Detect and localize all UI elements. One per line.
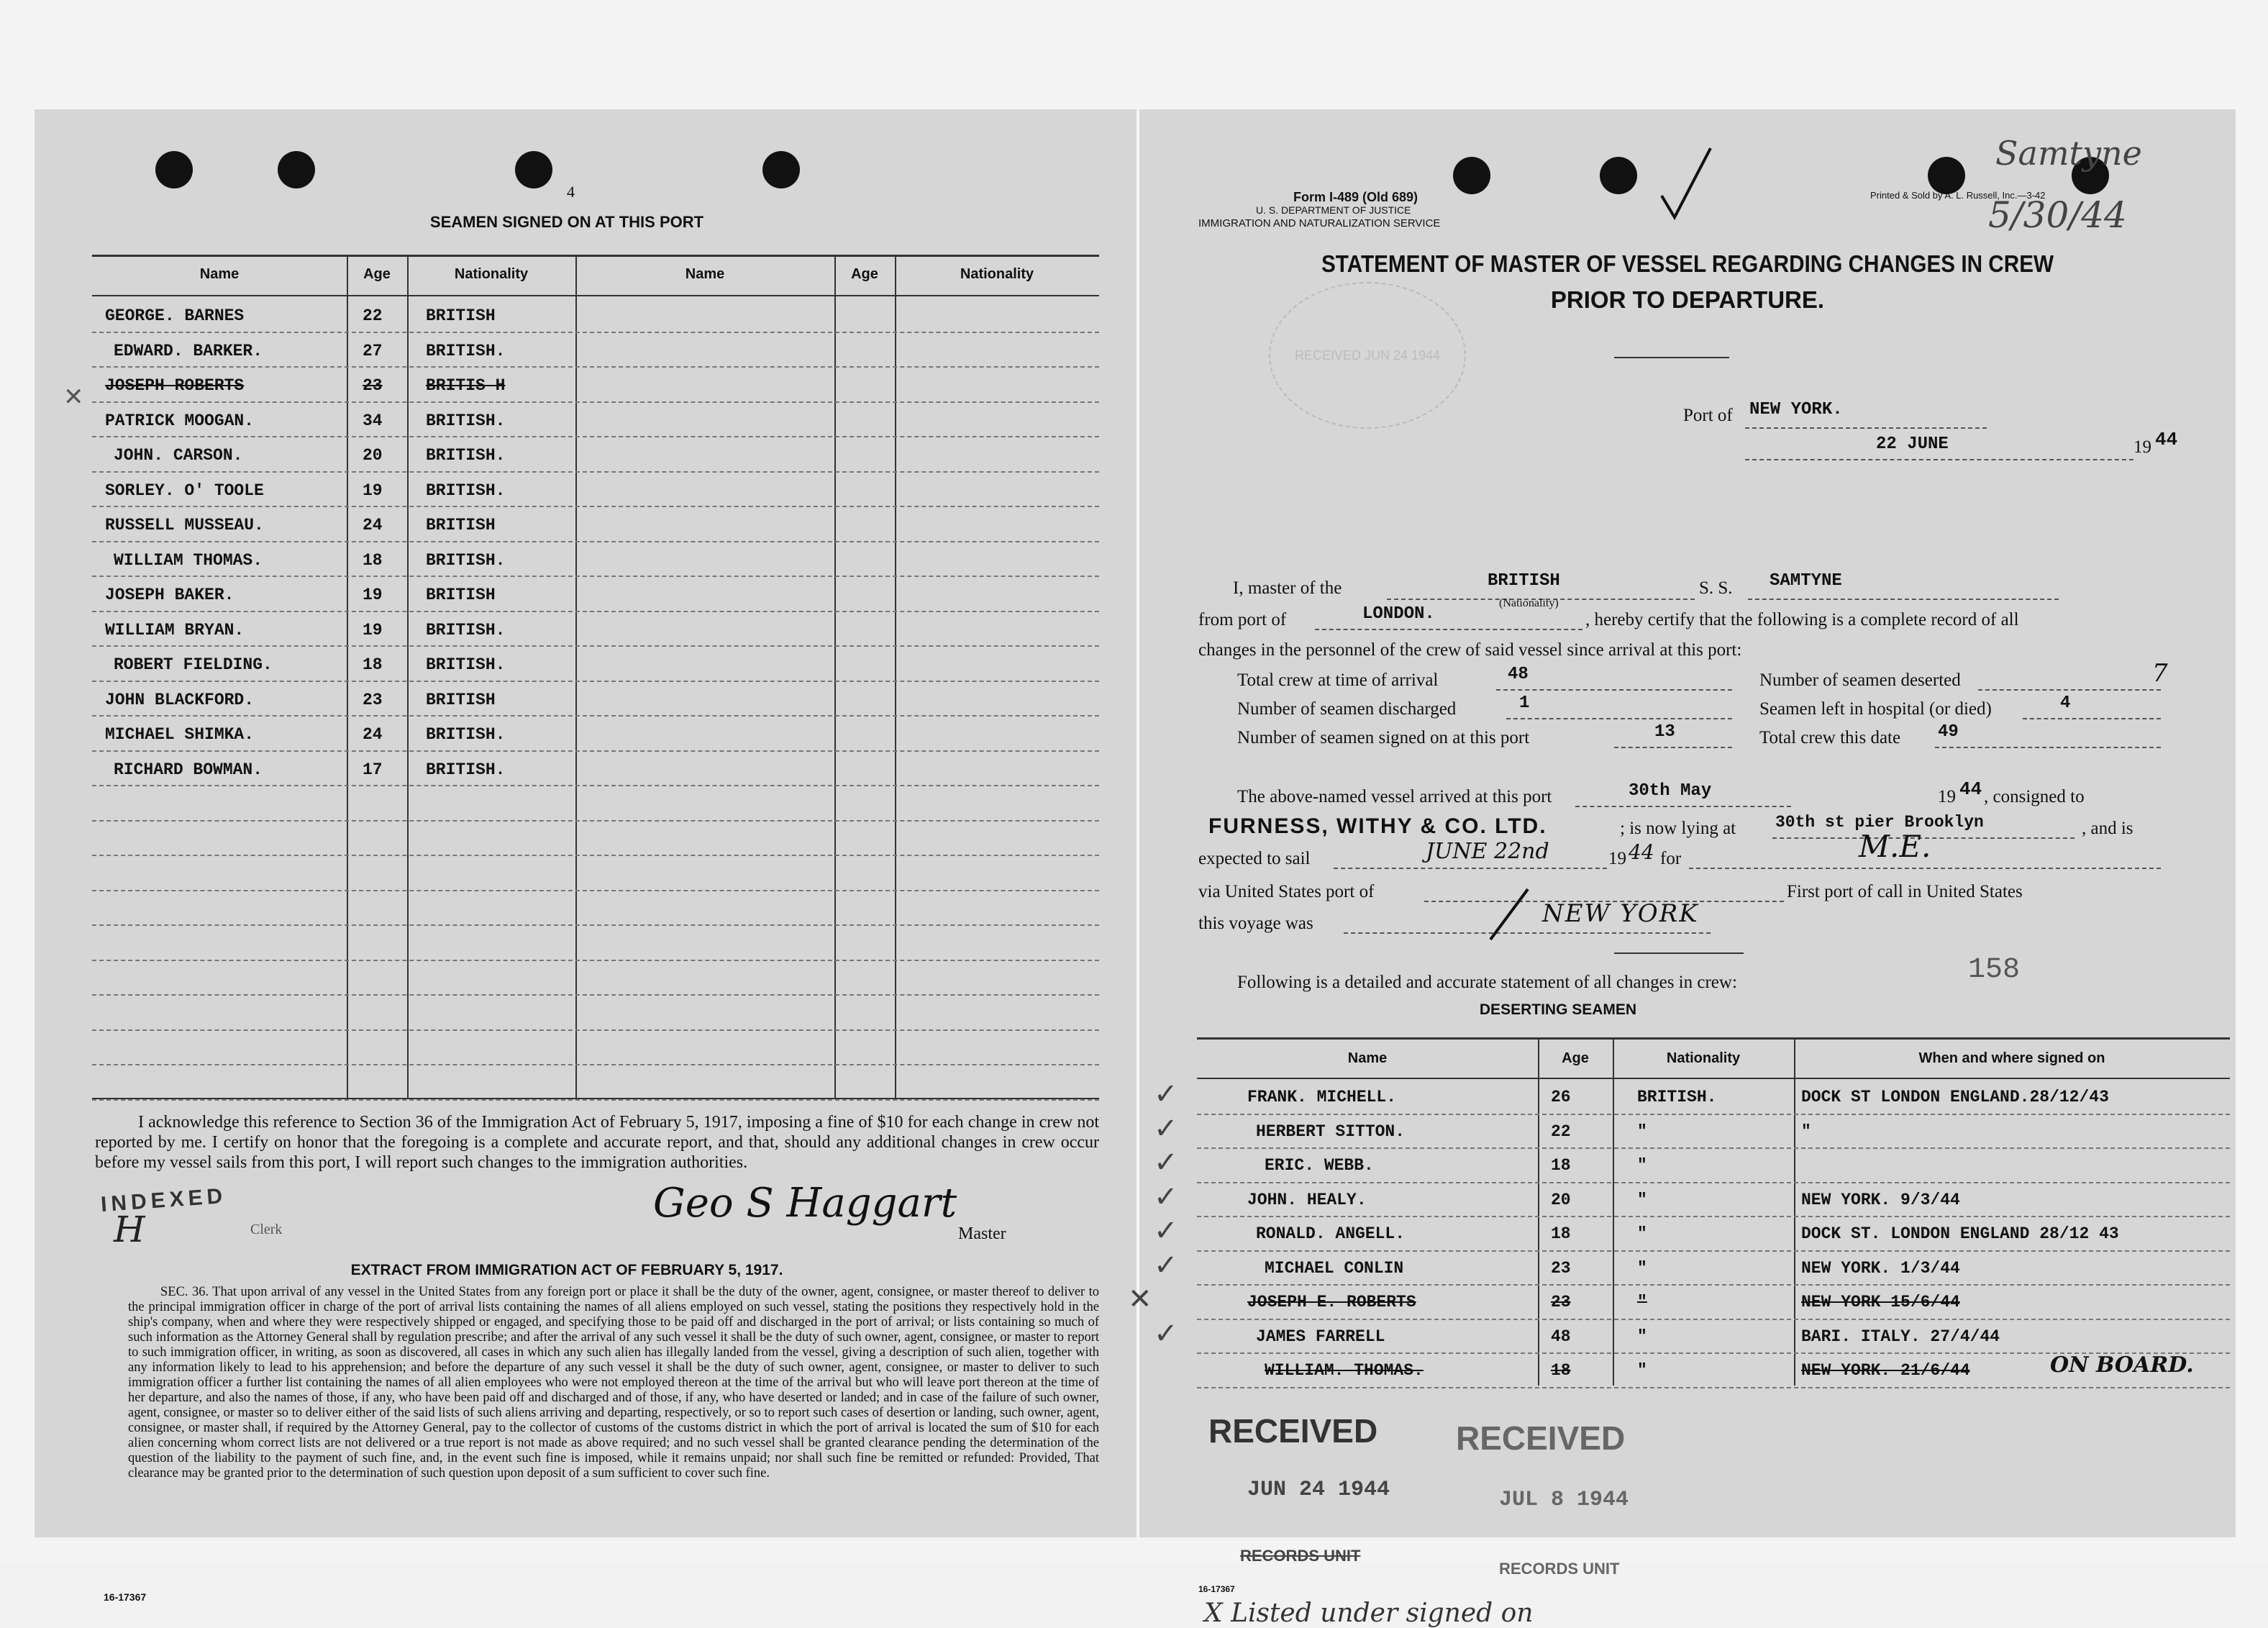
seaman-name: EDWARD. BARKER. bbox=[114, 341, 263, 360]
form-title-line1: STATEMENT OF MASTER OF VESSEL REGARDING CHANGES IN CREW bbox=[1321, 250, 2054, 277]
consignee: FURNESS, WITHY & CO. LTD. bbox=[1208, 814, 1547, 838]
indexed-stamp: INDEXED bbox=[100, 1183, 228, 1217]
left-page bbox=[35, 109, 1137, 1603]
column-header: When and where signed on bbox=[1918, 1050, 2105, 1066]
deserter-signed-on: NEW YORK. 1/3/44 bbox=[1801, 1258, 1960, 1278]
form-code: 16-17367 bbox=[104, 1591, 147, 1603]
seaman-nationality: BRITISH. bbox=[426, 725, 506, 744]
row-rule bbox=[92, 715, 1099, 717]
row-rule bbox=[92, 645, 1099, 647]
arrived-text: The above-named vessel arrived at this port bbox=[1237, 787, 1552, 806]
deserter-nationality: " bbox=[1637, 1258, 1647, 1278]
deserter-name: ERIC. WEBB. bbox=[1265, 1156, 1374, 1175]
discharged-value: 1 bbox=[1519, 694, 1530, 713]
row-rule bbox=[92, 750, 1099, 752]
changes-text: changes in the personnel of the crew of said vessel since arrival at this port: bbox=[1198, 640, 1742, 660]
row-rule bbox=[1197, 1182, 2230, 1183]
column-header: Nationality bbox=[960, 266, 1034, 282]
total-crew-arrival-value: 48 bbox=[1508, 665, 1529, 684]
seaman-age: 19 bbox=[363, 481, 383, 500]
received-stamp: RECEIVED bbox=[1208, 1412, 1378, 1450]
deserter-nationality: BRITISH. bbox=[1637, 1088, 1717, 1106]
from-port-label: from port of bbox=[1198, 610, 1287, 629]
deserter-age: 20 bbox=[1551, 1190, 1571, 1209]
master-of-label: I, master of the bbox=[1233, 578, 1342, 598]
deserter-signed-on: DOCK ST. LONDON ENGLAND 28/12 43 bbox=[1801, 1224, 2119, 1243]
seaman-nationality: BRITISH. bbox=[426, 481, 506, 500]
seaman-age: 23 bbox=[363, 690, 383, 709]
total-crew-date-value: 49 bbox=[1938, 722, 1959, 742]
seaman-nationality: BRITISH. bbox=[426, 446, 506, 465]
expected-label: expected to sail bbox=[1198, 849, 1311, 868]
deserter-age: 18 bbox=[1551, 1224, 1571, 1243]
column-header: Name bbox=[685, 266, 725, 282]
seaman-nationality: BRITISH. bbox=[426, 411, 506, 430]
row-rule bbox=[92, 436, 1099, 437]
seaman-age: 34 bbox=[363, 411, 383, 430]
seaman-name: WILLIAM THOMAS. bbox=[114, 550, 263, 570]
received-date: JUN 24 1944 bbox=[1247, 1478, 1390, 1502]
deserter-name: RONALD. ANGELL. bbox=[1256, 1224, 1406, 1243]
seaman-name: MICHAEL SHIMKA. bbox=[105, 725, 255, 744]
deserter-nationality: " bbox=[1637, 1156, 1647, 1175]
seaman-nationality: BRITIS H bbox=[426, 376, 506, 395]
column-header: Age bbox=[363, 266, 391, 282]
certify-text: , hereby certify that the following is a complete record of all bbox=[1585, 610, 2019, 629]
via-label: via United States port of bbox=[1198, 882, 1375, 901]
row-rule bbox=[92, 366, 1099, 368]
port-value: NEW YORK. bbox=[1749, 400, 1843, 419]
seaman-name: WILLIAM BRYAN. bbox=[105, 620, 245, 640]
deserter-signed-on: DOCK ST LONDON ENGLAND.28/12/43 bbox=[1801, 1088, 2109, 1106]
sail-year: 44 bbox=[1629, 840, 1654, 864]
row-rule bbox=[1197, 1147, 2230, 1149]
row-rule bbox=[1197, 1319, 2230, 1320]
for-label: for bbox=[1660, 849, 1682, 868]
row-rule bbox=[92, 1099, 1099, 1101]
extract-title: EXTRACT FROM IMMIGRATION ACT OF FEBRUARY 5, 1917. bbox=[350, 1262, 783, 1278]
deserter-nationality: " bbox=[1637, 1122, 1647, 1141]
deserter-age: 18 bbox=[1551, 1361, 1571, 1380]
row-rule bbox=[92, 332, 1099, 333]
consigned-label: , consigned to bbox=[1984, 787, 2085, 806]
punch-hole bbox=[278, 151, 315, 188]
row-rule bbox=[92, 541, 1099, 542]
column-header: Nationality bbox=[454, 266, 529, 282]
department: U. S. DEPARTMENT OF JUSTICE bbox=[1256, 204, 1411, 216]
seaman-name: JOHN BLACKFORD. bbox=[105, 690, 255, 709]
received-stamp-faint: RECEIVED JUN 24 1944 bbox=[1269, 282, 1466, 429]
column-header: Age bbox=[1562, 1050, 1589, 1066]
signed-on-value: 13 bbox=[1654, 722, 1675, 742]
from-port-value: LONDON. bbox=[1362, 604, 1435, 624]
check-mark-icon: ✓ bbox=[1154, 1146, 1178, 1179]
sail-year-prefix: 19 bbox=[1608, 849, 1626, 868]
seaman-age: 24 bbox=[363, 725, 383, 744]
punch-hole bbox=[515, 151, 552, 188]
received-date: JUL 8 1944 bbox=[1499, 1488, 1629, 1512]
seaman-nationality: BRITISH bbox=[426, 516, 496, 535]
seaman-name: GEORGE. BARNES bbox=[105, 306, 245, 325]
date-day: 22 JUNE bbox=[1876, 435, 1949, 454]
form-number: Form I-489 (Old 689) bbox=[1293, 190, 1418, 204]
seaman-age: 18 bbox=[363, 550, 383, 570]
date-year-prefix: 19 bbox=[2133, 437, 2151, 457]
hospital-value: 4 bbox=[2060, 694, 2071, 713]
deserter-name: MICHAEL CONLIN bbox=[1265, 1258, 1404, 1278]
date-year: 44 bbox=[2155, 429, 2178, 450]
row-rule bbox=[92, 785, 1099, 786]
deserted-label: Number of seamen deserted bbox=[1759, 670, 1961, 690]
deserter-name: WILLIAM. THOMAS. bbox=[1265, 1361, 1424, 1380]
row-rule bbox=[92, 820, 1099, 822]
handwritten-date: 5/30/44 bbox=[1988, 194, 2127, 236]
punch-hole bbox=[1600, 157, 1637, 194]
lying-label: ; is now lying at bbox=[1620, 819, 1736, 838]
row-rule bbox=[92, 960, 1099, 961]
row-rule bbox=[92, 855, 1099, 856]
acknowledgement-text: I acknowledge this reference to Section 36 of the Immigration Act of February 5, 1917, imposing a fine of $10 for each change in crew not reported by me. I certify on honor that the foregoing is a complete and accurate report, and that, should any additional changes in crew occur before my vessel sails from this port, I will report such changes to the immigration authorities. bbox=[95, 1113, 1099, 1172]
nationality-caption: (Nationality) bbox=[1499, 597, 1559, 609]
form-title-line2: PRIOR TO DEPARTURE. bbox=[1550, 286, 1825, 313]
seaman-name: SORLEY. O' TOOLE bbox=[105, 481, 264, 500]
form-code: 16-17367 bbox=[1198, 1584, 1235, 1594]
vessel-name: SAMTYNE bbox=[1770, 571, 1842, 591]
row-rule bbox=[92, 506, 1099, 507]
deserter-name: FRANK. MICHELL. bbox=[1247, 1088, 1397, 1106]
seaman-age: 22 bbox=[363, 306, 383, 325]
deserter-nationality: " bbox=[1637, 1361, 1647, 1380]
seaman-name: JOSEPH ROBERTS bbox=[105, 376, 245, 395]
check-mark-icon: ✓ bbox=[1154, 1248, 1178, 1282]
row-rule bbox=[92, 1029, 1099, 1031]
arrived-year: 44 bbox=[1959, 778, 1982, 800]
row-rule bbox=[92, 471, 1099, 473]
seaman-age: 23 bbox=[363, 376, 383, 395]
voyage-value: NEW YORK bbox=[1542, 899, 1699, 928]
seaman-age: 19 bbox=[363, 586, 383, 604]
expected-value: JUNE 22nd bbox=[1426, 839, 1549, 864]
deserter-age: 26 bbox=[1551, 1088, 1571, 1106]
seaman-name: RUSSELL MUSSEAU. bbox=[105, 516, 264, 535]
seaman-name: JOSEPH BAKER. bbox=[105, 586, 234, 604]
seaman-name: ROBERT FIELDING. bbox=[114, 655, 273, 674]
hospital-label: Seamen left in hospital (or died) bbox=[1759, 699, 1992, 719]
deserter-signed-on: NEW YORK. 21/6/44 bbox=[1801, 1361, 1970, 1380]
signed-on-label: Number of seamen signed on at this port bbox=[1237, 728, 1530, 747]
seaman-age: 17 bbox=[363, 760, 383, 779]
deserter-signed-on: BARI. ITALY. 27/4/44 bbox=[1801, 1327, 2000, 1346]
seaman-age: 20 bbox=[363, 446, 383, 465]
deserter-nationality: " bbox=[1637, 1293, 1647, 1311]
master-signature: Geo S Haggart bbox=[653, 1180, 957, 1227]
seaman-name: JOHN. CARSON. bbox=[114, 446, 243, 465]
deserter-age: 23 bbox=[1551, 1293, 1571, 1311]
nationality-value: BRITISH bbox=[1488, 571, 1560, 591]
voyage-label: this voyage was bbox=[1198, 914, 1313, 933]
page-title: SEAMEN SIGNED ON AT THIS PORT bbox=[429, 213, 704, 231]
row-rule bbox=[92, 681, 1099, 682]
check-mark-icon: ✓ bbox=[1154, 1078, 1178, 1111]
punch-hole bbox=[1928, 157, 1965, 194]
records-unit-stamp: RECORDS UNIT bbox=[1499, 1560, 1620, 1578]
slash-mark-icon bbox=[1485, 886, 1535, 944]
number-stamp: 158 bbox=[1968, 954, 2021, 986]
check-mark-icon bbox=[1657, 145, 1715, 224]
row-rule bbox=[92, 401, 1099, 403]
seaman-age: 19 bbox=[363, 620, 383, 640]
deserting-title: DESERTING SEAMEN bbox=[1479, 1001, 1637, 1018]
column-header: Nationality bbox=[1666, 1050, 1741, 1066]
printer-line: Printed & Sold by A. L. Russell, Inc.—3-42 bbox=[1870, 190, 2046, 201]
page-number: 4 bbox=[567, 183, 575, 201]
first-port-label: First port of call in United States bbox=[1787, 882, 2023, 901]
deserter-age: 23 bbox=[1551, 1258, 1571, 1278]
row-rule bbox=[1197, 1387, 2230, 1388]
port-label: Port of bbox=[1683, 406, 1733, 425]
clerk-label: Clerk bbox=[250, 1222, 283, 1237]
deserter-age: 48 bbox=[1551, 1327, 1571, 1346]
row-rule bbox=[1197, 1284, 2230, 1286]
total-crew-arrival-label: Total crew at time of arrival bbox=[1237, 670, 1439, 690]
column-header: Age bbox=[851, 266, 878, 282]
row-rule bbox=[92, 994, 1099, 996]
column-header: Name bbox=[199, 266, 240, 282]
deserter-nationality: " bbox=[1637, 1224, 1647, 1243]
row-rule bbox=[92, 890, 1099, 891]
changes-intro: Following is a detailed and accurate statement of all changes in crew: bbox=[1237, 973, 1737, 992]
service: IMMIGRATION AND NATURALIZATION SERVICE bbox=[1198, 217, 1441, 229]
records-unit-stamp: RECORDS UNIT bbox=[1240, 1547, 1361, 1565]
right-page bbox=[1128, 109, 2236, 1628]
cross-mark-icon: ✕ bbox=[1128, 1283, 1152, 1316]
column-header: Name bbox=[1347, 1050, 1388, 1066]
deserter-name: HERBERT SITTON. bbox=[1256, 1122, 1406, 1141]
row-rule bbox=[1197, 1216, 2230, 1217]
punch-hole bbox=[155, 151, 193, 188]
lying-value: 30th st pier Brooklyn bbox=[1775, 813, 1984, 832]
row-rule bbox=[1197, 1114, 2230, 1115]
seaman-age: 18 bbox=[363, 655, 383, 674]
discharged-label: Number of seamen discharged bbox=[1237, 699, 1457, 719]
received-stamp: RECEIVED bbox=[1456, 1419, 1626, 1457]
deserter-signed-on: NEW YORK. 9/3/44 bbox=[1801, 1190, 1960, 1209]
deserter-name: JOHN. HEALY. bbox=[1247, 1190, 1367, 1209]
extract-text: SEC. 36. That upon arrival of any vessel in the United States from any foreign port or place it shall be the duty of the owner, agent, consignee, or master thereof to deliver to the principal immigration officer in charge of the port of arrival lists containing the names of all aliens employed on such vessel, stating the positions they respectively hold in the ship's company, when and where they were respectively shipped or engaged, and specifying those to be paid off and discharged in the port of arrival; or lists containing so much of such information as the Attorney General shall by regulation prescribe; and after the arrival of any such vessel it shall be the duty of such owner, agent, consignee, or master to report to such immigration officer, in writing, as soon as discovered, all cases in which any such alien has illegally landed from the vessel, giving a description of such alien, together with any information likely to lead to his apprehension; and before the departure of any such vessel it shall be the duty of such owner, agent, consignee, or master to deliver to such immigration officer a further list containing the names of all alien employees who were not employed thereon at the time of the arrival but who will leave port thereon at the time of her departure, and also the names of those, if any, who have been paid off and discharged and of those, if any, who have deserted or landed; and in case of the failure of such owner, agent, consignee, or master so to deliver either of the said lists of such aliens arriving and departing, respectively, or so to report such cases of desertion or landing, such owner, agent, consignee, or master shall, if required by the Attorney General, pay to the collector of customs of the customs district in which the port of arrival is located the sum of $10 for each alien concerning whom correct lists are not delivered or a true report is not made as above required; and no such vessel shall be granted clearance pending the determination of the question of the liability to the payment of such fine, and, in the event such fine is imposed, while it remains unpaid; nor shall such fine be remitted or refunded: Provided, That clearance may be granted prior to the determination of such question upon deposit of a sum sufficient to cover such fine. bbox=[128, 1285, 1099, 1481]
deserted-value: 7 bbox=[2152, 659, 2168, 688]
punch-hole bbox=[762, 151, 800, 188]
seaman-age: 24 bbox=[363, 516, 383, 535]
deserter-name: JOSEPH E. ROBERTS bbox=[1247, 1293, 1416, 1311]
check-mark-icon: ✓ bbox=[1154, 1180, 1178, 1214]
cross-mark-icon: ✕ bbox=[63, 384, 84, 411]
check-mark-icon: ✓ bbox=[1154, 1111, 1178, 1145]
seaman-nationality: BRITISH. bbox=[426, 620, 506, 640]
row-rule bbox=[92, 611, 1099, 612]
master-label: Master bbox=[958, 1224, 1006, 1243]
seaman-nationality: BRITISH bbox=[426, 690, 496, 709]
deserter-age: 18 bbox=[1551, 1156, 1571, 1175]
check-mark-icon: ✓ bbox=[1154, 1214, 1178, 1247]
and-is: , and is bbox=[2082, 819, 2133, 838]
deserter-nationality: " bbox=[1637, 1190, 1647, 1209]
seaman-nationality: BRITISH. bbox=[426, 760, 506, 779]
row-rule bbox=[92, 1064, 1099, 1065]
seaman-name: RICHARD BOWMAN. bbox=[114, 760, 263, 779]
seaman-nationality: BRITISH. bbox=[426, 655, 506, 674]
deserter-age: 22 bbox=[1551, 1122, 1571, 1141]
footnote-handwritten: X Listed under signed on bbox=[1204, 1599, 1534, 1628]
row-rule bbox=[92, 924, 1099, 926]
deserter-name: JAMES FARRELL bbox=[1256, 1327, 1385, 1346]
on-board-note: ON BOARD. bbox=[2050, 1352, 2194, 1378]
row-rule bbox=[92, 576, 1099, 577]
seaman-name: PATRICK MOOGAN. bbox=[105, 411, 255, 430]
deserter-signed-on: " bbox=[1801, 1122, 1811, 1141]
clerk-initial: H bbox=[114, 1209, 145, 1250]
seaman-nationality: BRITISH. bbox=[426, 550, 506, 570]
seaman-nationality: BRITISH bbox=[426, 306, 496, 325]
seaman-age: 27 bbox=[363, 341, 383, 360]
deserter-signed-on: NEW YORK 15/6/44 bbox=[1801, 1293, 1960, 1311]
seaman-nationality: BRITISH bbox=[426, 586, 496, 604]
destination: M.E. bbox=[1859, 829, 1931, 864]
row-rule bbox=[1197, 1250, 2230, 1252]
handwritten-vessel-name: Samtyne bbox=[1995, 134, 2142, 173]
check-mark-icon: ✓ bbox=[1154, 1317, 1178, 1350]
ss-label: S. S. bbox=[1699, 578, 1733, 598]
arrived-date: 30th May bbox=[1629, 781, 1712, 801]
punch-hole bbox=[1453, 157, 1490, 194]
total-crew-date-label: Total crew this date bbox=[1759, 728, 1901, 747]
arrived-year-prefix: 19 bbox=[1938, 787, 1956, 806]
seaman-nationality: BRITISH. bbox=[426, 341, 506, 360]
deserter-nationality: " bbox=[1637, 1327, 1647, 1346]
